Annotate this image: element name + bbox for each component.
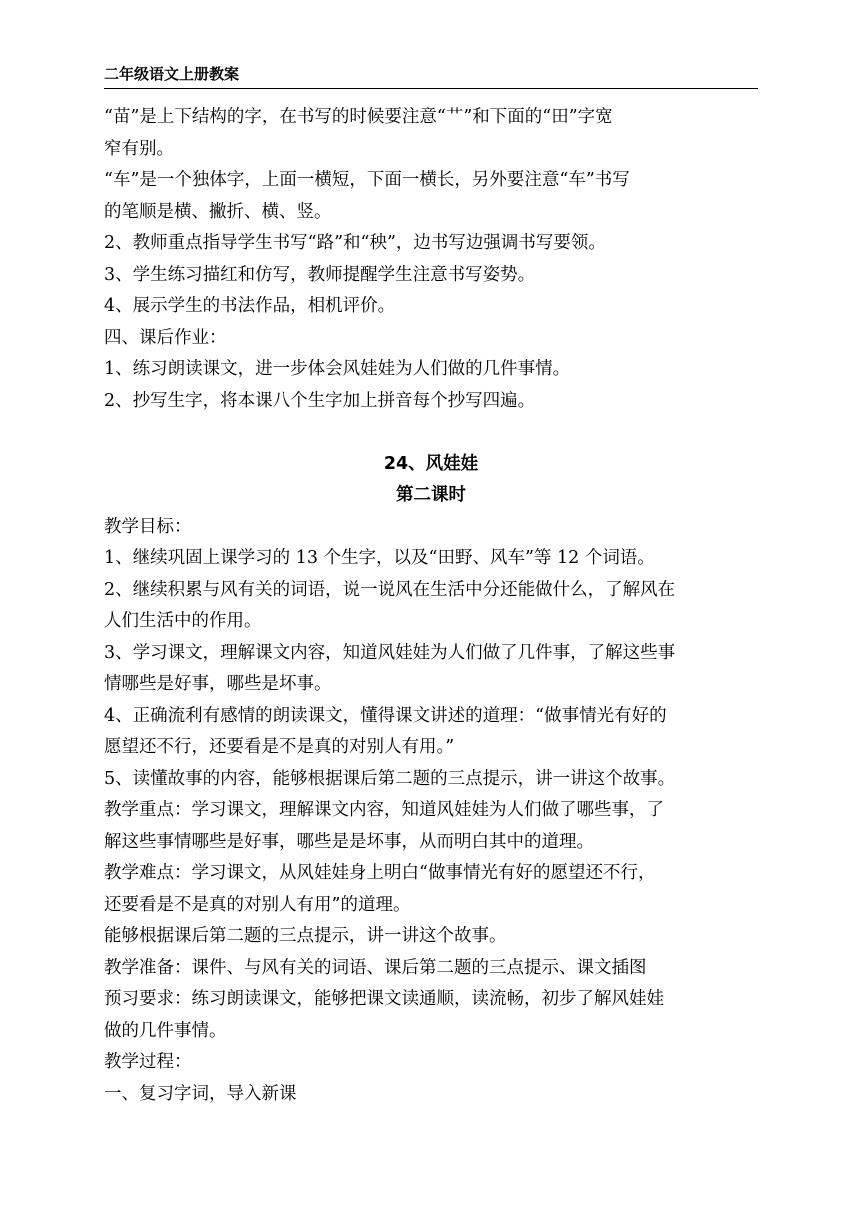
text-line: 2、抄写生字，将本课八个生字加上拼音每个抄写四遍。: [104, 390, 536, 411]
text-line: 2、教师重点指导学生书写“路”和“秧”，边书写边强调书写要领。: [104, 233, 606, 253]
text-line: 做的几件事情。: [104, 1020, 227, 1041]
homework-section: [104, 102, 758, 417]
text-line: 人们生活中的作用。: [104, 611, 262, 631]
text-line: 1、练习朗读课文，进一步体会风娃娃为人们做的几件事情。: [104, 359, 571, 379]
text-line: 3、学生练习描红和仿写，教师提醒学生注意书写姿势。: [104, 264, 536, 285]
page-header: 二年级语文上册教案: [104, 64, 758, 89]
text-line: 还要看是不是真的对别人有用”的道理。: [104, 894, 411, 915]
lesson-title: 24、风娃娃: [383, 453, 479, 474]
document-page: [104, 0, 758, 1216]
document-body: [104, 102, 758, 1110]
text-line: “苗”是上下结构的字，在书写的时候要注意“艹”和下面的“田”字宽: [104, 107, 613, 127]
text-line: “车”是一个独体字，上面一横短，下面一横长，另外要注意“车”书写: [104, 170, 630, 190]
lesson-subtitle: 第二课时: [396, 485, 466, 505]
text-line: 1、继续巩固上课学习的 13 个生字，以及“田野、风车”等 12 个词语。: [104, 548, 655, 568]
text-line: 一、复习字词，导入新课: [104, 1083, 297, 1104]
text-line: 四、课后作业：: [104, 327, 227, 348]
text-line: 3、学习课文，理解课文内容，知道风娃娃为人们做了几件事，了解这些事: [104, 642, 676, 663]
text-line: 2、继续积累与风有关的词语，说一说风在生活中分还能做什么，了解风在: [104, 579, 676, 600]
text-line: 解这些事情哪些是好事，哪些是是坏事，从而明白其中的道理。: [104, 831, 594, 852]
text-line: 教学重点：学习课文，理解课文内容，知道风娃娃为人们做了哪些事，了: [104, 800, 664, 820]
text-line: 预习要求：练习朗读课文，能够把课文读通顺，读流畅，初步了解风娃娃: [104, 989, 664, 1009]
blank-line: [104, 417, 758, 449]
teaching-plan-section: [104, 512, 758, 1111]
text-line: 教学目标：: [104, 516, 192, 537]
text-line: 情哪些是好事，哪些是坏事。: [104, 674, 332, 694]
text-line: 教学难点：学习课文，从风娃娃身上明白“做事情光有好的愿望还不行，: [104, 863, 656, 883]
text-line: 教学过程：: [104, 1052, 192, 1072]
text-line: 愿望还不行，还要看是不是真的对别人有用。”: [104, 737, 455, 757]
text-line: 窄有别。: [104, 138, 174, 159]
text-line: 4、正确流利有感情的朗读课文，懂得课文讲述的道理：“做事情光有好的: [104, 705, 667, 726]
text-line: 5、读懂故事的内容，能够根据课后第二题的三点提示，讲一讲这个故事。: [104, 768, 676, 789]
text-line: 4、展示学生的书法作品，相机评价。: [104, 296, 396, 316]
text-line: 教学准备：课件、与风有关的词语、课后第二题的三点提示、课文插图: [104, 957, 647, 978]
text-line: 的笔顺是横、撇折、横、竖。: [104, 201, 332, 222]
text-line: 能够根据课后第二题的三点提示，讲一讲这个故事。: [104, 926, 507, 946]
